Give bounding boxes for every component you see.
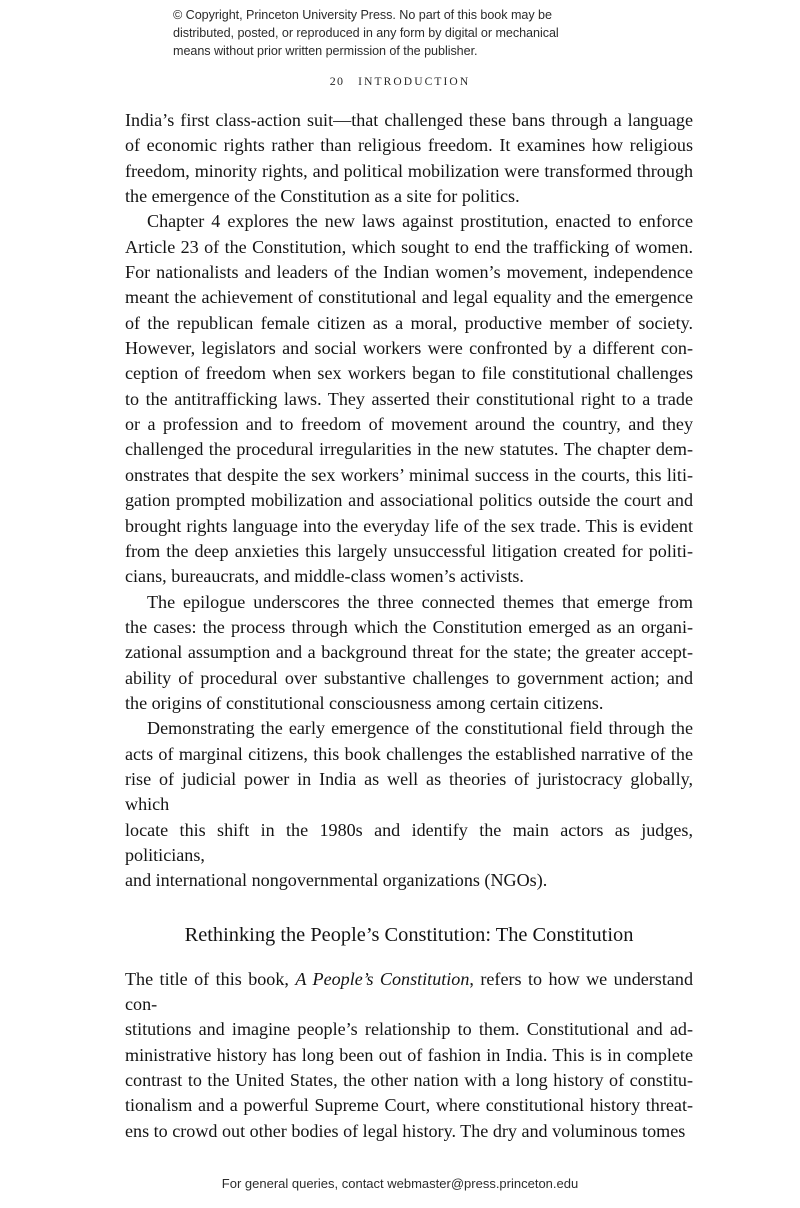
text-line: the cases: the process through which the Constitution emerged as an organi- [125,616,693,637]
text-run: The title of this book, [125,968,296,989]
italic-title: A People’s Constitution [295,968,470,989]
text-line: acts of marginal citizens, this book challenges the established narrative of the [125,743,693,764]
text-line: cians, bureaucrats, and middle-class women’s activists. [125,566,524,587]
text-line: For nationalists and leaders of the Indian women’s movement, independence [125,262,693,283]
text-line: ception of freedom when sex workers began to file constitutional challenges [125,363,693,384]
text-line: zational assumption and a background threat for the state; the greater accept- [125,642,693,663]
text-line: However, legislators and social workers were confronted by a different con- [125,338,693,359]
text-line: of economic rights rather than religious freedom. It examines how religious [125,135,693,156]
text-line: or a profession and to freedom of movement around the country, and they [125,414,693,435]
text-line: Article 23 of the Constitution, which sought to end the trafficking of women. [125,236,693,257]
copyright-line-2: distributed, posted, or reproduced in any form by digital or mechanical [173,26,559,41]
paragraph [125,209,693,589]
text-line: stitutions and imagine people’s relationship to them. Constitutional and ad- [125,1019,693,1040]
text-line: the origins of constitutional consciousness among certain citizens. [125,692,604,713]
text-line: ministrative history has long been out of fashion in India. This is in complete [125,1044,693,1065]
text-line: onstrates that despite the sex workers’ minimal success in the courts, this liti- [125,464,693,485]
paragraph [125,716,693,893]
text-line: ens to crowd out other bodies of legal history. The dry and voluminous tomes [125,1120,686,1141]
text-line: Demonstrating the early emergence of the constitutional field through the [147,718,693,739]
page-footer: For general queries, contact webmaster@press.princeton.edu [221,1176,579,1191]
text-line: tionalism and a powerful Supreme Court, where constitutional history threat- [125,1095,693,1116]
copyright-notice [173,6,633,61]
text-line: challenged the procedural irregularities in the new statutes. The chapter dem- [125,439,693,460]
text-line: to the antitrafficking laws. They asserted their constitutional right to a trade [125,388,693,409]
copyright-line-1: © Copyright, Princeton University Press. No part of this book may be [173,8,552,22]
text-line: India’s first class-action suit—that challenged these bans through a language [125,110,693,130]
text-line: the emergence of the Constitution as a site for politics. [125,186,520,207]
running-head [0,74,800,89]
text-line: gation prompted mobilization and associational politics outside the court and [125,490,693,511]
text-line: from the deep anxieties this largely unsuccessful litigation created for politi- [125,540,693,561]
copyright-line-3: means without prior written permission of the publisher. [173,44,478,59]
text-line: and international nongovernmental organizations (NGOs). [125,870,548,891]
text-line: Chapter 4 explores the new laws against prostitution, enacted to enforce [147,211,693,232]
running-head-title: INTRODUCTION [358,76,471,88]
text-line: freedom, minority rights, and political mobilization were transformed through [125,160,693,181]
text-run: , refers to how we understand con- [125,968,693,1014]
text-line: brought rights language into the everyday life of the sex trade. This is evident [125,515,693,536]
text-line: ability of procedural over substantive challenges to government action; and [125,667,693,688]
text-line: rise of judicial power in India as well as theories of juristocracy globally, which [125,768,693,815]
text-line: locate this shift in the 1980s and identify the main actors as judges, politicians, [125,819,693,865]
text-line [125,967,693,1018]
paragraph [125,590,693,717]
section-heading: Rethinking the People’s Constitution: The Constitution [184,923,634,946]
page-number: 20 [329,74,345,88]
text-line: meant the achievement of constitutional and legal equality and the emergence [125,287,693,308]
paragraph [125,108,693,209]
body-text-block [125,108,693,1144]
text-line: of the republican female citizen as a moral, productive member of society. [125,312,693,333]
text-line: contrast to the United States, the other nation with a long history of constitu- [125,1070,693,1091]
text-line: The epilogue underscores the three connected themes that emerge from [147,591,693,612]
paragraph [125,967,693,1144]
